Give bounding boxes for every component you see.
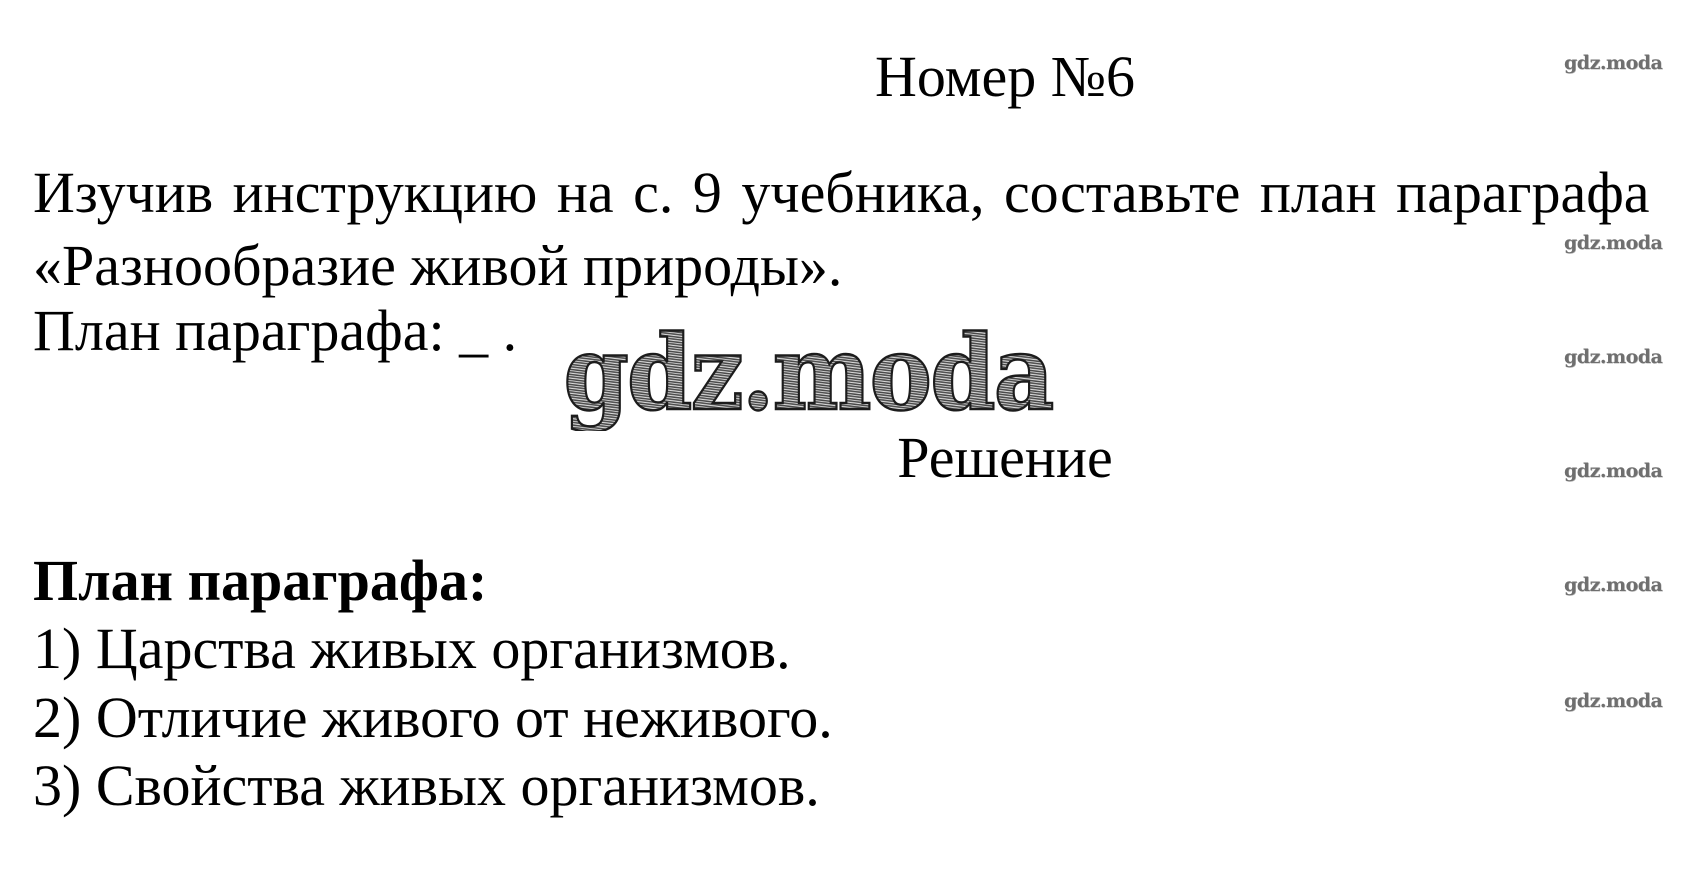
side-watermark: gdz.moda — [1564, 232, 1663, 254]
page-title: Номер №6 — [874, 44, 1136, 109]
side-watermark: gdz.moda — [1564, 52, 1663, 74]
side-watermark: gdz.moda — [1564, 460, 1663, 482]
side-watermark: gdz.moda — [1564, 346, 1663, 368]
plan-title: План параграфа: — [33, 548, 488, 613]
side-watermark: gdz.moda — [1564, 574, 1663, 596]
plan-item: 1) Царства живых организмов. — [33, 616, 791, 681]
gdz-moda-logo-text: gdz.moda — [563, 316, 1053, 431]
side-watermark: gdz.moda — [1564, 690, 1663, 712]
gdz-moda-logo-watermark — [556, 316, 1061, 431]
task-text-line-1: Изучив инструкцию на с. 9 учебника, составьте план параграфа — [33, 160, 1650, 225]
task-text-line-2: «Разнообразие живой природы». — [33, 233, 843, 298]
plan-item: 2) Отличие живого от неживого. — [33, 685, 833, 750]
solution-heading: Решение — [897, 425, 1113, 490]
task-text-line-3: План параграфа: _ . — [33, 298, 518, 363]
plan-item: 3) Свойства живых организмов. — [33, 753, 820, 818]
